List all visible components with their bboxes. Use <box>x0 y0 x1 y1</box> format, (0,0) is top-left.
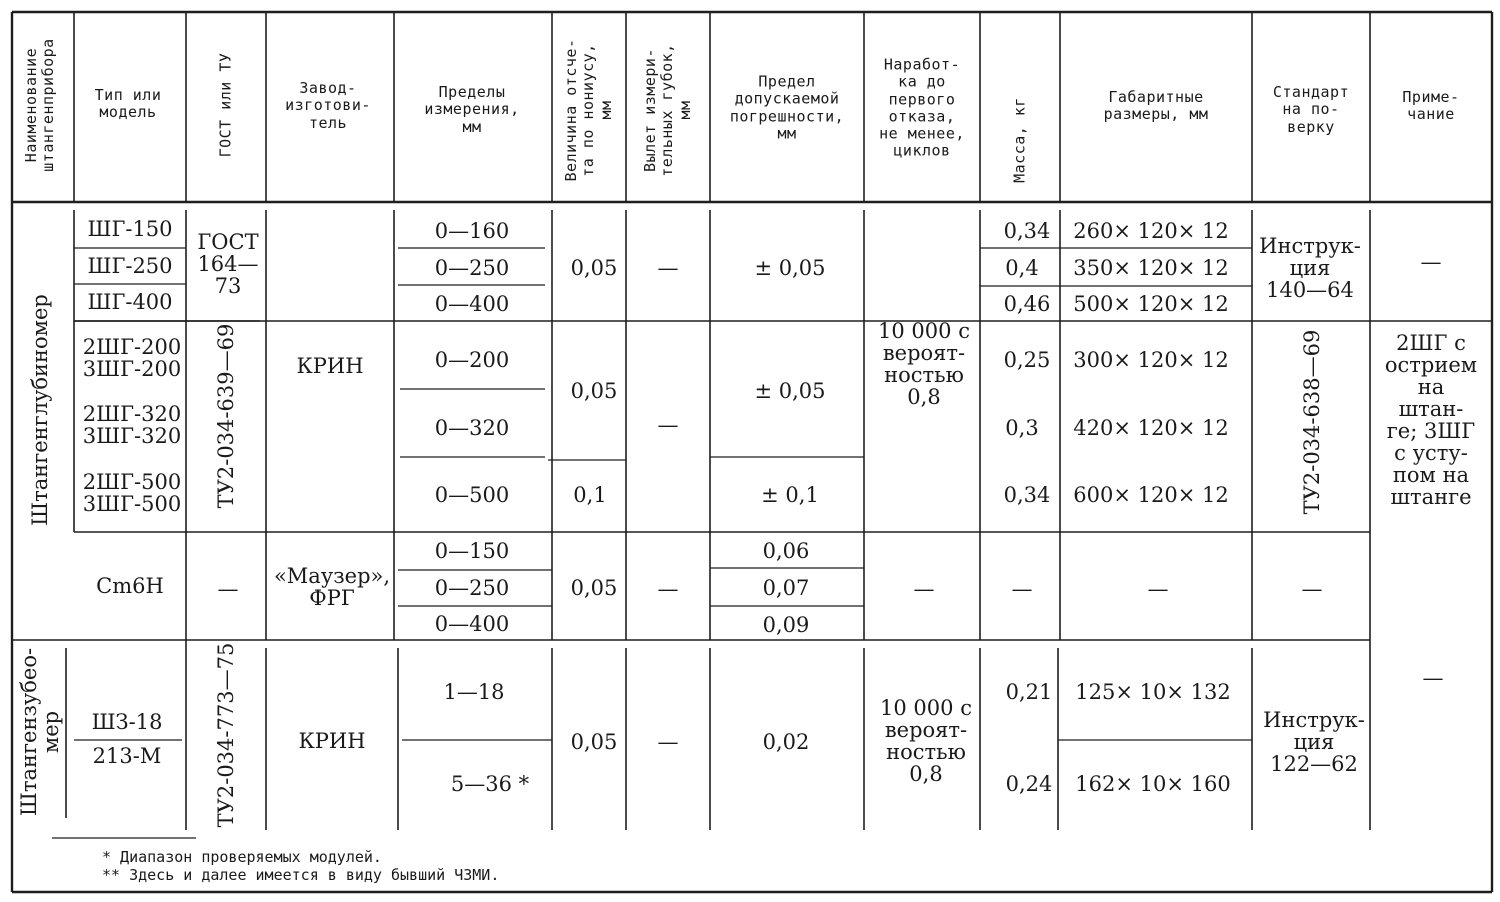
cell-mass-3: — <box>1011 576 1033 601</box>
cell-mass-034: 0,34 <box>1003 218 1051 243</box>
cell-error-3: ± 0,1 <box>761 482 819 507</box>
cell-gost-tu773: ТУ2-034-773—75 <box>213 642 238 828</box>
cell-error-009: 0,09 <box>762 612 810 637</box>
cell-mass-024: 0,24 <box>1005 771 1053 796</box>
cell-type-sg320: 2ШГ-320 3ШГ-320 <box>82 401 182 448</box>
cell-mass-03: 0,3 <box>1005 415 1039 440</box>
cell-mass-034b: 0,34 <box>1003 482 1051 507</box>
cell-mtbf-2: 10 000 с вероят- ностью 0,8 <box>880 695 972 787</box>
cell-type-sg200: 2ШГ-200 3ШГ-200 <box>82 334 182 381</box>
cell-gost-tu639: ТУ2-034-639—69 <box>213 323 238 509</box>
cell-jaws-1: — <box>657 255 679 280</box>
cell-vernier-3: 0,1 <box>573 482 607 507</box>
cell-error-002: 0,02 <box>762 729 810 754</box>
cell-range-0-400: 0—400 <box>434 291 510 316</box>
header-note: Приме- чание <box>1402 87 1460 123</box>
cell-gost-3: — <box>217 576 239 601</box>
cell-dims-260: 260× 120× 12 <box>1073 218 1229 243</box>
group-tooth-gauge: Штангензубео- мер <box>16 647 63 817</box>
cell-range-5-36: 5—36 * <box>450 771 530 796</box>
cell-maker-mauser: «Маузер», ФРГ <box>273 563 391 610</box>
header-jaws: Вылет измери- тельных губок, мм <box>641 43 694 177</box>
cell-error-006: 0,06 <box>762 538 810 563</box>
header-type: Тип или модель <box>94 85 162 121</box>
cell-type-sg400: ШГ-400 <box>87 289 173 314</box>
cell-range-0-160: 0—160 <box>434 218 510 243</box>
cell-type-sz18: ШЗ-18 <box>91 709 163 734</box>
cell-type-sg500: 2ШГ-500 3ШГ-500 <box>82 469 182 516</box>
header-gost: ГОСТ или ТУ <box>216 52 235 158</box>
group-depth-gauge: Штангенглубиномер <box>27 294 52 526</box>
cell-type-213m: 213-М <box>92 743 162 768</box>
cell-range-0-150: 0—150 <box>434 538 510 563</box>
cell-type-sg150: ШГ-150 <box>87 216 173 241</box>
cell-dims-420: 420× 120× 12 <box>1073 415 1229 440</box>
cell-range-0-320: 0—320 <box>434 415 510 440</box>
header-mass: Масса, кг <box>1010 97 1029 183</box>
footnote-2: ** Здесь и далее имеется в виду бывший ЧЗМИ. <box>102 866 500 884</box>
cell-mtbf-3: — <box>913 576 935 601</box>
cell-error-007: 0,07 <box>762 575 810 600</box>
header-maker: Завод- изготови- тель <box>285 79 371 132</box>
header-vernier: Величина отсче- та по нониусу, мм <box>562 38 615 182</box>
cell-note-4: — <box>1422 665 1444 690</box>
cell-vernier-2: 0,05 <box>570 378 618 403</box>
cell-range-0-500: 0—500 <box>434 482 510 507</box>
cell-range-0-250b: 0—250 <box>434 575 510 600</box>
cell-maker-krin-2: КРИН <box>298 728 366 753</box>
cell-jaws-4: — <box>657 729 679 754</box>
cell-dims-600: 600× 120× 12 <box>1073 482 1229 507</box>
cell-mass-046: 0,46 <box>1003 291 1051 316</box>
header-mtbf: Наработ- ка до первого отказа, не менее, циклов <box>879 55 965 160</box>
cell-jaws-2: — <box>657 412 679 437</box>
cell-dims-500: 500× 120× 12 <box>1073 291 1229 316</box>
cell-type-sg250: ШГ-250 <box>87 253 173 278</box>
cell-mtbf-1: 10 000 с вероят- ностью 0,8 <box>878 318 970 410</box>
cell-note-2: 2ШГ с острием на штан- ге; 3ШГ с усту- пом на штанге <box>1384 330 1478 510</box>
cell-gost-164: ГОСТ 164— 73 <box>197 229 259 299</box>
cell-range-0-200: 0—200 <box>434 347 510 372</box>
cell-standard-140: Инструк- ция 140—64 <box>1259 233 1361 303</box>
cell-dims-350: 350× 120× 12 <box>1073 255 1229 280</box>
cell-error-2: ± 0,05 <box>754 378 826 403</box>
cell-standard-3: — <box>1301 576 1323 601</box>
cell-range-1-18: 1—18 <box>443 679 505 704</box>
cell-vernier-5: 0,05 <box>570 729 618 754</box>
cell-vernier-1: 0,05 <box>570 255 618 280</box>
header-standard: Стандарт на по- верку <box>1272 83 1350 136</box>
cell-mass-021: 0,21 <box>1005 679 1053 704</box>
cell-dims-3: — <box>1147 576 1169 601</box>
header-range: Пределы измерения, мм <box>424 83 520 136</box>
cell-mass-04: 0,4 <box>1005 255 1039 280</box>
cell-error-1: ± 0,05 <box>754 255 826 280</box>
cell-mass-025: 0,25 <box>1003 347 1051 372</box>
cell-range-0-400b: 0—400 <box>434 611 510 636</box>
cell-standard-tu638: ТУ2-034-638—69 <box>1299 329 1324 515</box>
header-error: Предел допускаемой погрешности, мм <box>729 72 845 143</box>
header-dims: Габаритные размеры, мм <box>1103 87 1209 123</box>
cell-note-1: — <box>1420 249 1442 274</box>
cell-dims-162: 162× 10× 160 <box>1075 771 1231 796</box>
cell-maker-krin-1: КРИН <box>296 353 364 378</box>
cell-range-0-250: 0—250 <box>434 255 510 280</box>
cell-standard-122: Инструк- ция 122—62 <box>1263 707 1365 777</box>
footnote-1: * Диапазон проверяемых модулей. <box>102 848 382 866</box>
cell-dims-300: 300× 120× 12 <box>1073 347 1229 372</box>
cell-jaws-3: — <box>657 576 679 601</box>
header-name: Наименование штангенприбора <box>21 38 57 172</box>
cell-dims-125: 125× 10× 132 <box>1075 679 1231 704</box>
cell-type-cm6h: Cm6H <box>96 573 164 598</box>
cell-vernier-4: 0,05 <box>570 575 618 600</box>
